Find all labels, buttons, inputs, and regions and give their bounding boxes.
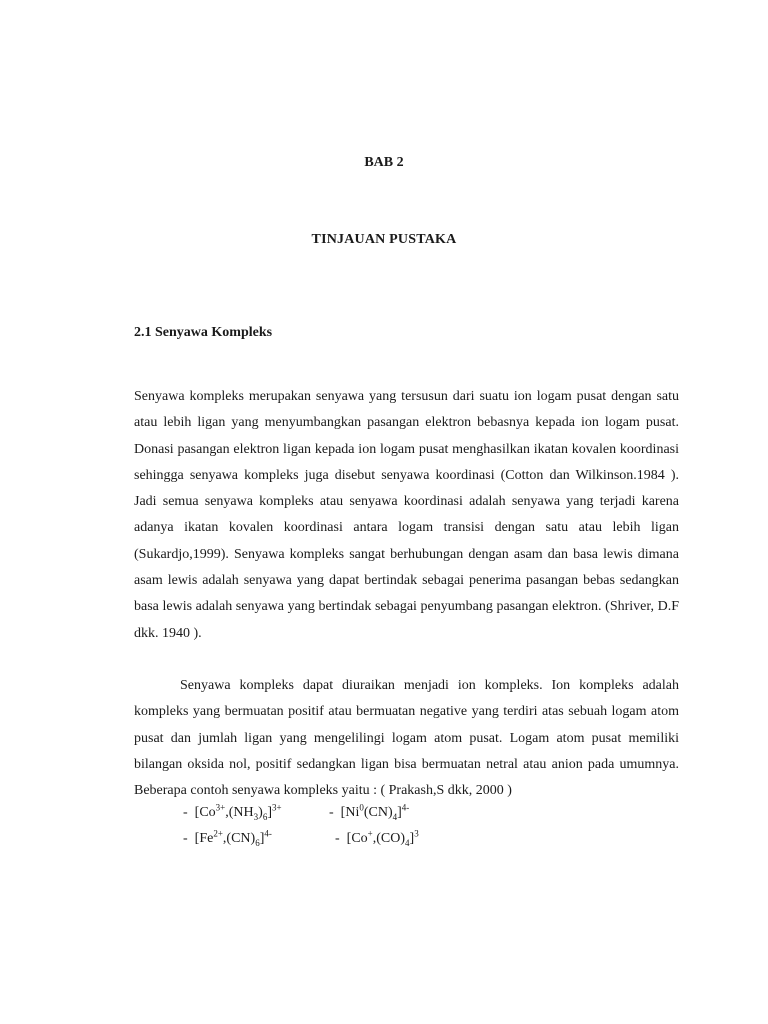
example-formula-co-nh3: - $[Co^{3+},(NH_3)_6]^{3+}$ bbox=[183, 802, 282, 822]
example-row-1 bbox=[183, 802, 410, 822]
example-row-2 bbox=[183, 828, 419, 848]
paragraph-1: Senyawa kompleks merupakan senyawa yang tersusun dari suatu ion logam pusat dengan satu atau lebih ligan yang menyumbangkan pasangan elektron bebasnya kepada ion logam pusat. Donasi pasangan elektron ligan kepada ion logam pusat menghasilkan ikatan kovalen koordinasi sehingga senyawa kompleks juga disebut senyawa koordinasi (Cotton dan Wilkinson.1984 ). Jadi semua senyawa kompleks atau senyawa koordinasi adalah senyawa yang terjadi karena adanya ikatan kovalen koordinasi antara logam transisi dengan satu atau lebih ligan (Sukardjo,1999). Senyawa kompleks sangat berhubungan dengan asam dan basa lewis dimana asam lewis adalah senyawa yang dapat bertindak sebagai penerima pasangan bebas sedangkan basa lewis adalah senyawa yang bertindak sebagai penyumbang pasangan elektron. (Shriver, D.F dkk. 1940 ). bbox=[134, 389, 679, 641]
example-formula-co-co: - $[Co^+,(CO)_4]^3$ bbox=[335, 828, 419, 848]
chapter-title: TINJAUAN PUSTAKA bbox=[311, 232, 457, 247]
example-formula-ni-cn: - $[Ni^0(CN)_4]^{4-}$ bbox=[329, 802, 410, 822]
paragraph-2: Senyawa kompleks dapat diuraikan menjadi ion kompleks. Ion kompleks adalah kompleks yang bermuatan positif atau bermuatan negative yang terdiri atas sebuah logam atom pusat dan jumlah ligan yang mengelilingi logam atom pusat. Logam atom pusat memiliki bilangan oksida nol, positif sedangkan ligan bisa bermuatan netral atau anion pada umumnya. Beberapa contoh senyawa kompleks yaitu : ( Prakash,S dkk, 2000 ) bbox=[134, 678, 679, 799]
example-formula-fe-cn: - $[Fe^{2+},(CN)_6]^{4-}$ bbox=[183, 828, 272, 848]
chapter-number: BAB 2 bbox=[364, 155, 404, 170]
section-heading: 2.1 Senyawa Kompleks bbox=[134, 325, 273, 340]
